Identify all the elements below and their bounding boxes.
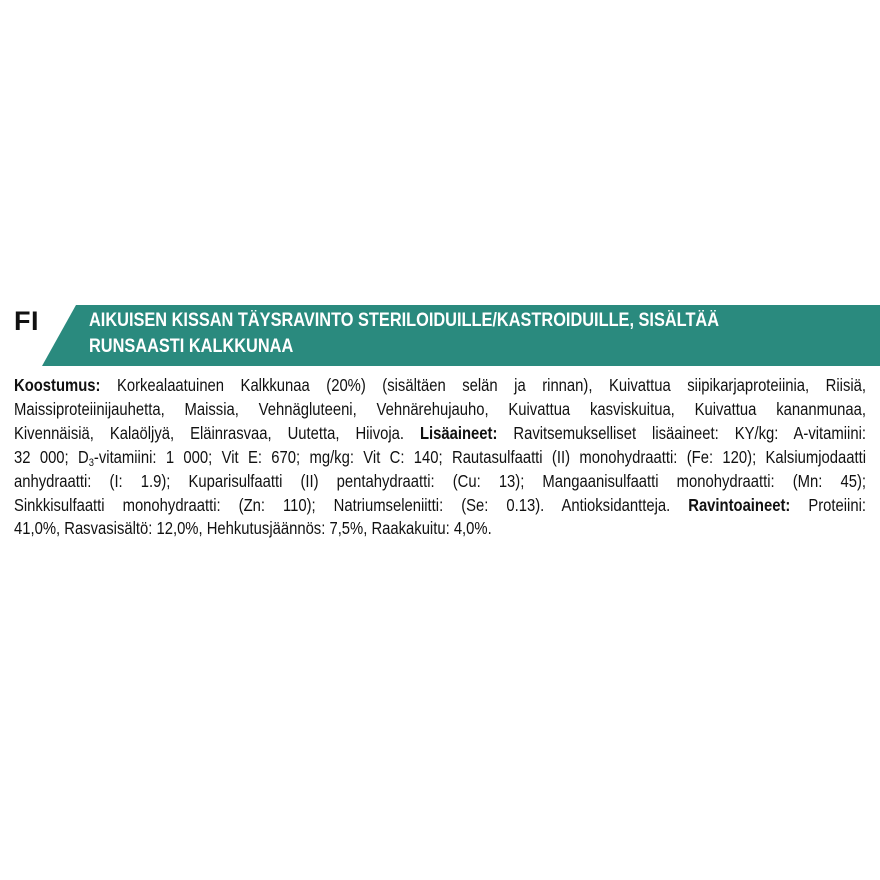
banner-title-line-1: AIKUISEN KISSAN TÄYSRAVINTO STERILOIDUILLE/KASTROIDUILLE, SISÄLTÄÄ	[89, 310, 720, 331]
composition-text-a: Korkealaatuinen Kalkkunaa (20%) (sisältäen selän ja rinnan), Kuivattua siipikarjaproteiinia, Riisiä,	[100, 375, 867, 395]
nutrients-text-b: 41,0%, Rasvasisältö: 12,0%, Hehkutusjäännös: 7,5%, Raakakuitu: 4,0%.	[14, 518, 492, 539]
text-line-3	[14, 422, 866, 446]
text-line-2	[14, 398, 866, 422]
text-line-6	[14, 494, 866, 518]
language-code: FI	[14, 306, 39, 336]
d-subscript: 3	[88, 456, 94, 469]
additives-heading: Lisäaineet:	[420, 422, 498, 443]
title-banner	[89, 308, 760, 360]
additives-text-c: anhydraatti: (I: 1.9); Kuparisulfaatti (II) pentahydraatti: (Cu: 13); Mangaanisulfaatti monohydraatti: (Mn: 45);	[14, 470, 866, 491]
composition-heading: Koostumus:	[14, 375, 101, 395]
ingredients-text-block	[14, 374, 866, 541]
additives-text-d: Sinkkisulfaatti monohydraatti: (Zn: 110); Natriumseleniitti: (Se: 0.13). Antioksidantteja.	[14, 494, 689, 515]
additives-text-a: Ravitsemukselliset lisäaineet: KY/kg: A-vitamiini:	[497, 422, 866, 443]
text-line-4	[14, 446, 866, 470]
text-line-5	[14, 470, 866, 494]
nutrients-heading: Ravintoaineet:	[688, 494, 791, 515]
additives-text-b1: 32 000; D	[14, 446, 89, 467]
banner-title-line-2: RUNSAASTI KALKKUNAA	[89, 336, 294, 357]
additives-text-b2: -vitamiini: 1 000; Vit E: 670; mg/kg: Vit C: 140; Rautasulfaatti (II) monohydraatti: (Fe: 120); Kalsiumjodaatti	[93, 446, 867, 467]
nutrients-text-a: Proteiini:	[790, 494, 866, 515]
text-line-7	[14, 517, 866, 541]
composition-text-b: Maissiproteiinijauhetta, Maissia, Vehnägluteeni, Vehnärehujauho, Kuivattua kasviskuitua, Kuivattua kananmunaa,	[14, 398, 866, 419]
text-line-1	[14, 374, 866, 398]
composition-text-c: Kivennäisiä, Kalaöljyä, Eläinrasvaa, Uutetta, Hiivoja.	[14, 422, 421, 443]
